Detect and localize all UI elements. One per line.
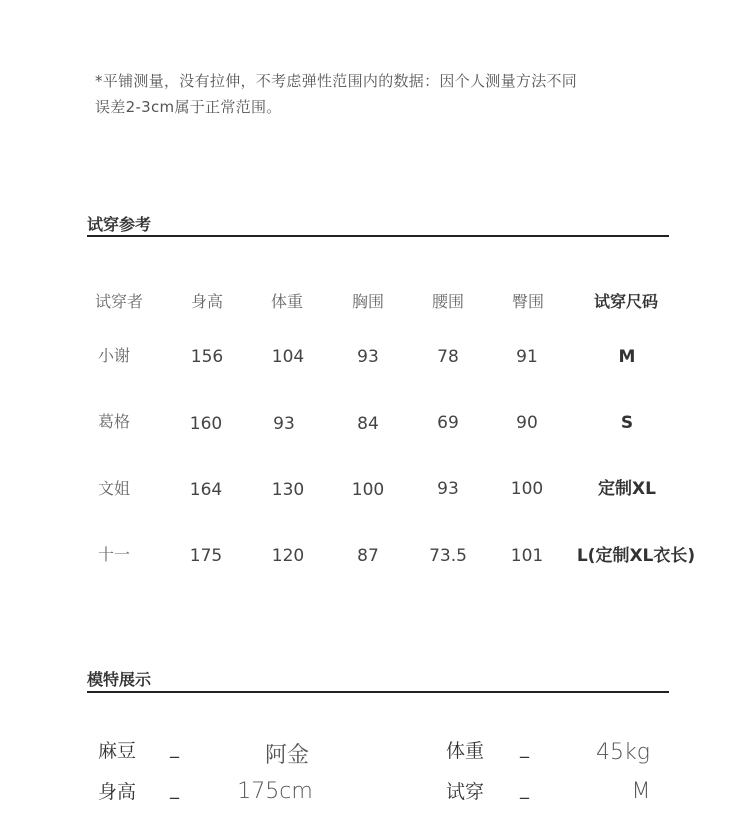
hip-value: 90 (516, 413, 538, 433)
note-line-2: 误差2-3cm属于正常范围。 (95, 98, 282, 116)
tester-name: 葛格 (97, 412, 131, 431)
weight-value: 104 (271, 347, 305, 367)
model-section-divider (87, 691, 669, 693)
weight-value: 93 (273, 414, 295, 434)
height-value: 160 (189, 414, 223, 434)
model-section-title: 模特展示 (87, 670, 152, 689)
model-size-dash: _ (520, 779, 529, 800)
bust-value: 93 (357, 347, 379, 367)
model-weight-value: 45kg (596, 740, 650, 765)
waist-value: 78 (437, 347, 459, 367)
model-height-label: 身高 (98, 781, 137, 803)
tester-name: 十一 (97, 545, 131, 564)
header-bust: 胸围 (351, 292, 385, 311)
model-name-dash: _ (170, 738, 179, 759)
hip-value: 101 (510, 546, 544, 566)
hip-value: 91 (516, 347, 538, 367)
height-value: 156 (190, 347, 224, 367)
model-weight-label: 体重 (446, 740, 485, 762)
measurement-note (95, 68, 685, 120)
bust-value: 84 (357, 414, 379, 434)
model-height-dash: _ (170, 779, 179, 800)
header-waist: 腰围 (431, 292, 465, 311)
hip-value: 100 (510, 479, 544, 499)
size-value: S (620, 413, 634, 433)
waist-value: 93 (437, 479, 459, 499)
header-weight: 体重 (270, 292, 304, 311)
model-height-value: 175cm (237, 779, 313, 804)
size-value: 定制XL (598, 479, 656, 499)
height-value: 164 (189, 480, 223, 500)
header-hip: 臀围 (511, 292, 545, 311)
model-size-label: 试穿 (446, 781, 485, 803)
bust-value: 87 (357, 546, 379, 566)
tester-name: 小谢 (97, 346, 131, 365)
size-value: M (618, 347, 636, 367)
header-tester: 试穿者 (94, 292, 144, 311)
waist-value: 73.5 (429, 546, 467, 566)
model-size-value: M (631, 779, 651, 804)
weight-value: 120 (271, 546, 305, 566)
note-line-1: *平铺测量，没有拉伸，不考虑弹性范围内的数据：因个人测量方法不同 (95, 72, 578, 90)
waist-value: 69 (437, 413, 459, 433)
header-size: 试穿尺码 (593, 292, 659, 311)
bust-value: 100 (351, 480, 385, 500)
weight-value: 130 (271, 480, 305, 500)
model-weight-dash: _ (520, 738, 529, 759)
model-name-label: 麻豆 (98, 740, 137, 762)
fitting-section-divider (87, 235, 669, 237)
size-value: L(定制XL衣长) (576, 546, 696, 566)
tester-name: 文姐 (97, 479, 131, 498)
header-height: 身高 (190, 292, 224, 311)
fitting-section-title: 试穿参考 (87, 215, 152, 234)
height-value: 175 (189, 546, 223, 566)
model-name-value: 阿金 (264, 743, 310, 768)
